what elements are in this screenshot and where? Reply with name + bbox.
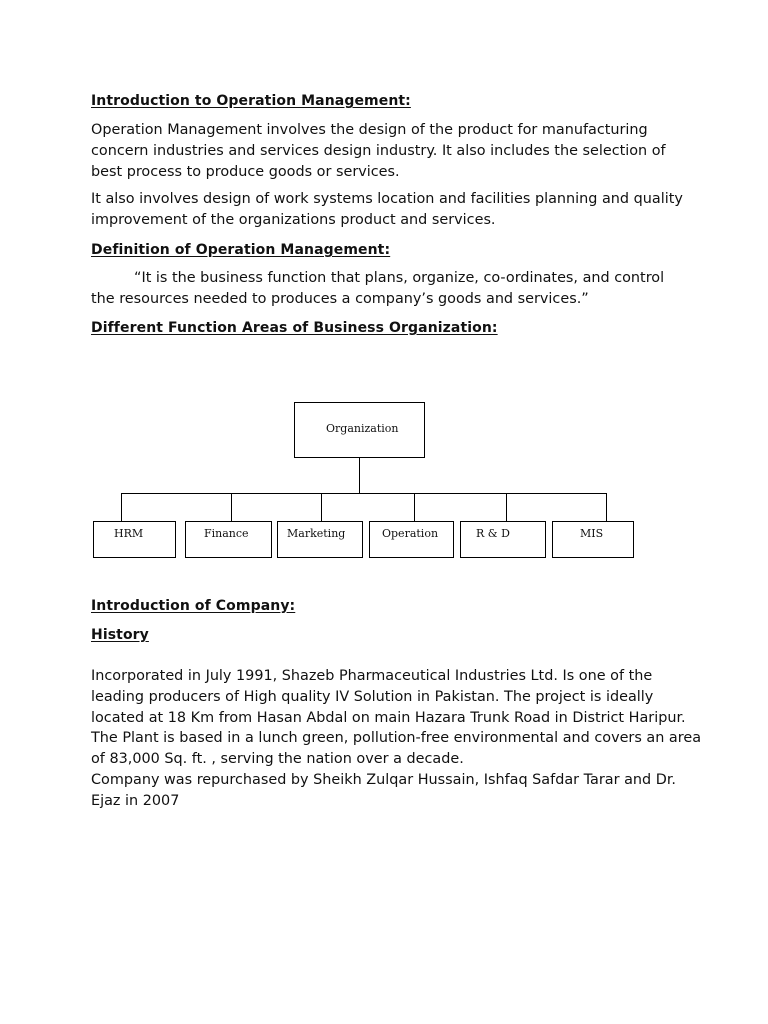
org-child-hrm <box>93 521 176 558</box>
definition-paragraph <box>91 268 681 310</box>
org-child-label: Marketing <box>287 527 346 540</box>
org-child-label: MIS <box>580 527 604 540</box>
intro-line: Operation Management involves the design of the product for manufacturing <box>91 122 648 138</box>
definition-line: “It is the business function that plans, organize, co-ordinates, and control <box>134 270 665 286</box>
intro-paragraph-2 <box>91 189 681 231</box>
intro-paragraph <box>91 120 681 183</box>
org-root-connector <box>359 458 360 494</box>
org-child-marketing <box>277 521 363 558</box>
company-heading: Introduction of Company: <box>91 598 296 614</box>
history-line: located at 18 Km from Hasan Abdal on main Hazara Trunk Road in District Haripur. <box>91 709 686 726</box>
intro2-line: It also involves design of work systems location and facilities planning and quality <box>91 191 683 207</box>
org-child-label: Operation <box>382 527 439 540</box>
history-line: of 83,000 Sq. ft. , serving the nation over a decade. <box>91 751 464 768</box>
history-line: leading producers of High quality IV Solution in Pakistan. The project is ideally <box>91 688 654 705</box>
org-child-label: R & D <box>476 527 510 540</box>
history-line: The Plant is based in a lunch green, pollution-free environmental and covers an area <box>91 730 702 747</box>
org-child-finance <box>185 521 272 558</box>
definition-line: the resources needed to produces a company’s goods and services.” <box>91 291 589 307</box>
history-heading: History <box>91 627 149 643</box>
intro2-line: improvement of the organizations product and services. <box>91 212 496 228</box>
org-child-mis <box>552 521 634 558</box>
org-connector-mis <box>606 493 607 521</box>
org-child-label: HRM <box>114 527 144 540</box>
org-connector-hrm <box>121 493 122 521</box>
org-child-operation <box>369 521 454 558</box>
org-connector-finance <box>231 493 232 521</box>
history-line: Ejaz in 2007 <box>91 792 180 809</box>
org-connector-marketing <box>321 493 322 521</box>
intro-line: concern industries and services design industry. It also includes the selection of <box>91 143 666 159</box>
history-line: Company was repurchased by Sheikh Zulqar Hussain, Ishfaq Safdar Tarar and Dr. <box>91 771 676 788</box>
org-horizontal-connector <box>121 493 607 494</box>
org-child-label: Finance <box>204 527 249 540</box>
intro-line: best process to produce goods or services. <box>91 164 400 180</box>
org-connector-operation <box>414 493 415 521</box>
org-root-box <box>294 402 425 458</box>
history-line: Incorporated in July 1991, Shazeb Pharmaceutical Industries Ltd. Is one of the <box>91 668 653 684</box>
org-root-label: Organization <box>326 422 399 435</box>
functions-heading: Different Function Areas of Business Organization: <box>91 320 498 336</box>
org-child-rnd <box>460 521 546 558</box>
history-paragraph <box>91 666 702 812</box>
org-connector-rnd <box>506 493 507 521</box>
intro-heading: Introduction to Operation Management: <box>91 93 411 109</box>
definition-heading: Definition of Operation Management: <box>91 242 391 258</box>
